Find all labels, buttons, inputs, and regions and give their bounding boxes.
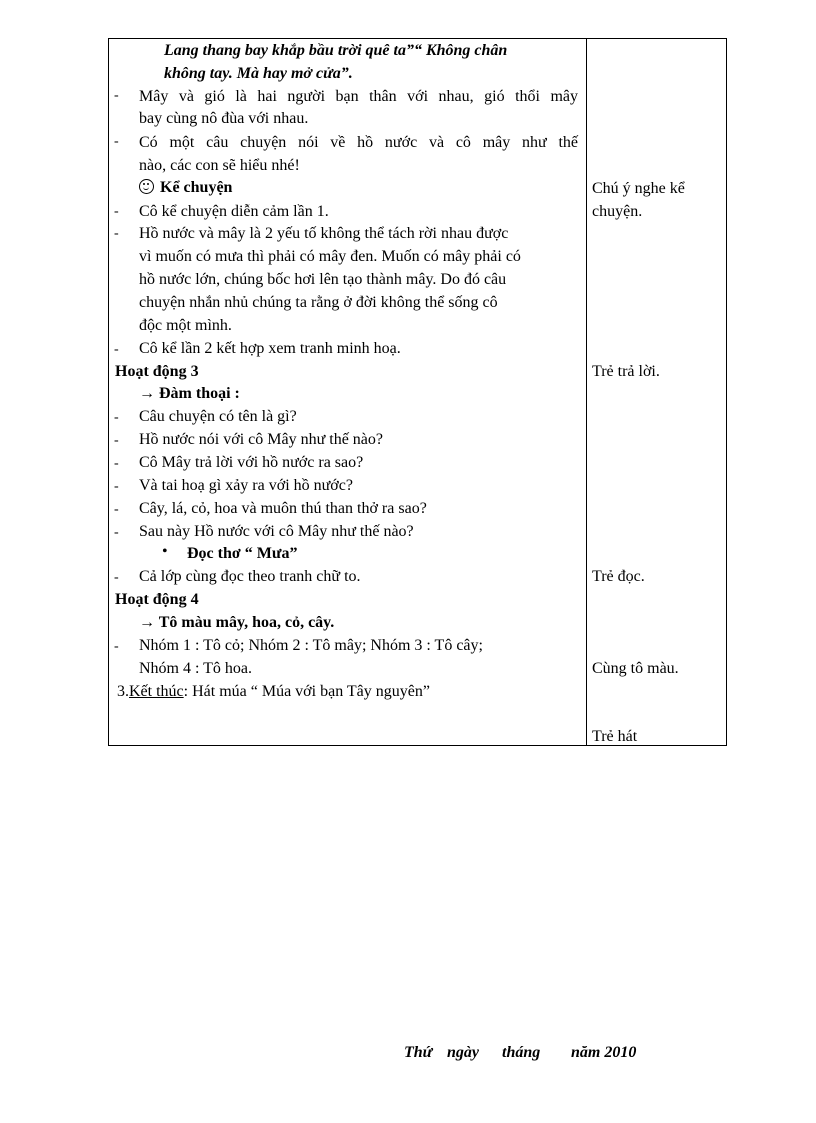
question-6: Sau này Hồ nước với cô Mây như thế nào? (139, 523, 414, 540)
dash-marker: - (114, 204, 119, 219)
arrow-right-icon: → (139, 385, 155, 402)
footer-year: năm 2010 (571, 1044, 637, 1061)
paragraph-1-line-1: Mây và gió là hai người bạn thân với nhau, gió thổi mây (139, 88, 578, 105)
footer-month: tháng (502, 1044, 541, 1061)
ending-label: Kết thúc (129, 683, 184, 700)
story-item-1: Cô kể chuyện diễn cảm lần 1. (139, 203, 329, 220)
activity-4-subheading (139, 612, 334, 634)
question-3: Cô Mây trả lời với hồ nước ra sao? (139, 454, 364, 471)
response-read: Trẻ đọc. (592, 568, 645, 585)
poem-reading-item: Đọc thơ “ Mưa” (187, 545, 298, 562)
question-2: Hồ nước nói với cô Mây như thế nào? (139, 431, 383, 448)
question-4: Và tai hoạ gì xảy ra với hồ nước? (139, 477, 353, 494)
smiley-icon (139, 179, 154, 194)
paragraph-2-line-1: Có một câu chuyện nói về hồ nước và cô mây như thế (139, 134, 578, 151)
ending-text: : Hát múa “ Múa với bạn Tây nguyên” (183, 683, 430, 700)
story-item-3: Cô kể lần 2 kết hợp xem tranh minh hoạ. (139, 340, 401, 357)
response-answer: Trẻ trả lời. (592, 363, 660, 380)
dash-marker: - (114, 456, 119, 471)
ending-line (117, 681, 430, 703)
dash-marker: - (114, 502, 119, 517)
activity-3-subheading (139, 383, 240, 405)
story-item-2-line-4: chuyện nhắn nhủ chúng ta rằng ở đời không thể sống cô (139, 294, 498, 311)
response-sing: Trẻ hát (592, 728, 638, 745)
dash-marker: - (114, 479, 119, 494)
groups-line-1: Nhóm 1 : Tô cỏ; Nhóm 2 : Tô mây; Nhóm 3 : Tô cây; (139, 637, 483, 654)
dash-marker: - (114, 433, 119, 448)
response-listen-line-1: Chú ý nghe kể (592, 180, 685, 197)
activity-4-subheading-text: Tô màu mây, hoa, cỏ, cây. (158, 614, 335, 631)
activity-3-heading: Hoạt động 3 (115, 363, 199, 380)
dash-marker: - (114, 226, 119, 241)
story-heading (139, 177, 232, 199)
dash-marker: - (114, 88, 119, 103)
arrow-right-icon: → (139, 614, 155, 631)
paragraph-2-line-2: nào, các con sẽ hiểu nhé! (139, 157, 300, 174)
question-1: Câu chuyện có tên là gì? (139, 408, 297, 425)
story-heading-text: Kể chuyện (160, 179, 233, 196)
poem-line-1: Lang thang bay khắp bầu trời quê ta”“ Không chân (164, 42, 508, 59)
dash-marker: - (114, 525, 119, 540)
response-color: Cùng tô màu. (592, 660, 679, 677)
column-divider (586, 38, 587, 746)
activity-3-subheading-text: Đàm thoại : (159, 385, 240, 402)
question-5: Cây, lá, cỏ, hoa và muôn thú than thở ra sao? (139, 500, 427, 517)
story-item-2-line-3: hồ nước lớn, chúng bốc hơi lên tạo thành mây. Do đó câu (139, 271, 507, 288)
dash-marker: - (114, 570, 119, 585)
story-item-2-line-2: vì muốn có mưa thì phải có mây đen. Muốn có mây phải có (139, 248, 521, 265)
groups-line-2: Nhóm 4 : Tô hoa. (139, 660, 253, 677)
dash-marker: - (114, 134, 119, 149)
bullet-marker: • (162, 543, 168, 560)
story-item-2-line-1: Hồ nước và mây là 2 yếu tố không thể tách rời nhau được (139, 225, 509, 242)
story-item-2-line-5: độc một mình. (139, 317, 232, 334)
footer-date: ngày (447, 1044, 479, 1061)
response-listen-line-2: chuyện. (592, 203, 643, 220)
ending-number: 3. (117, 683, 129, 700)
footer-day: Thứ (404, 1044, 433, 1061)
dash-marker: - (114, 410, 119, 425)
activity-4-heading: Hoạt động 4 (115, 591, 199, 608)
dash-marker: - (114, 342, 119, 357)
dash-marker: - (114, 639, 119, 654)
class-reading-item: Cả lớp cùng đọc theo tranh chữ to. (139, 568, 361, 585)
poem-line-2: không tay. Mà hay mở cửa”. (164, 65, 353, 82)
paragraph-1-line-2: bay cùng nô đùa với nhau. (139, 110, 309, 127)
